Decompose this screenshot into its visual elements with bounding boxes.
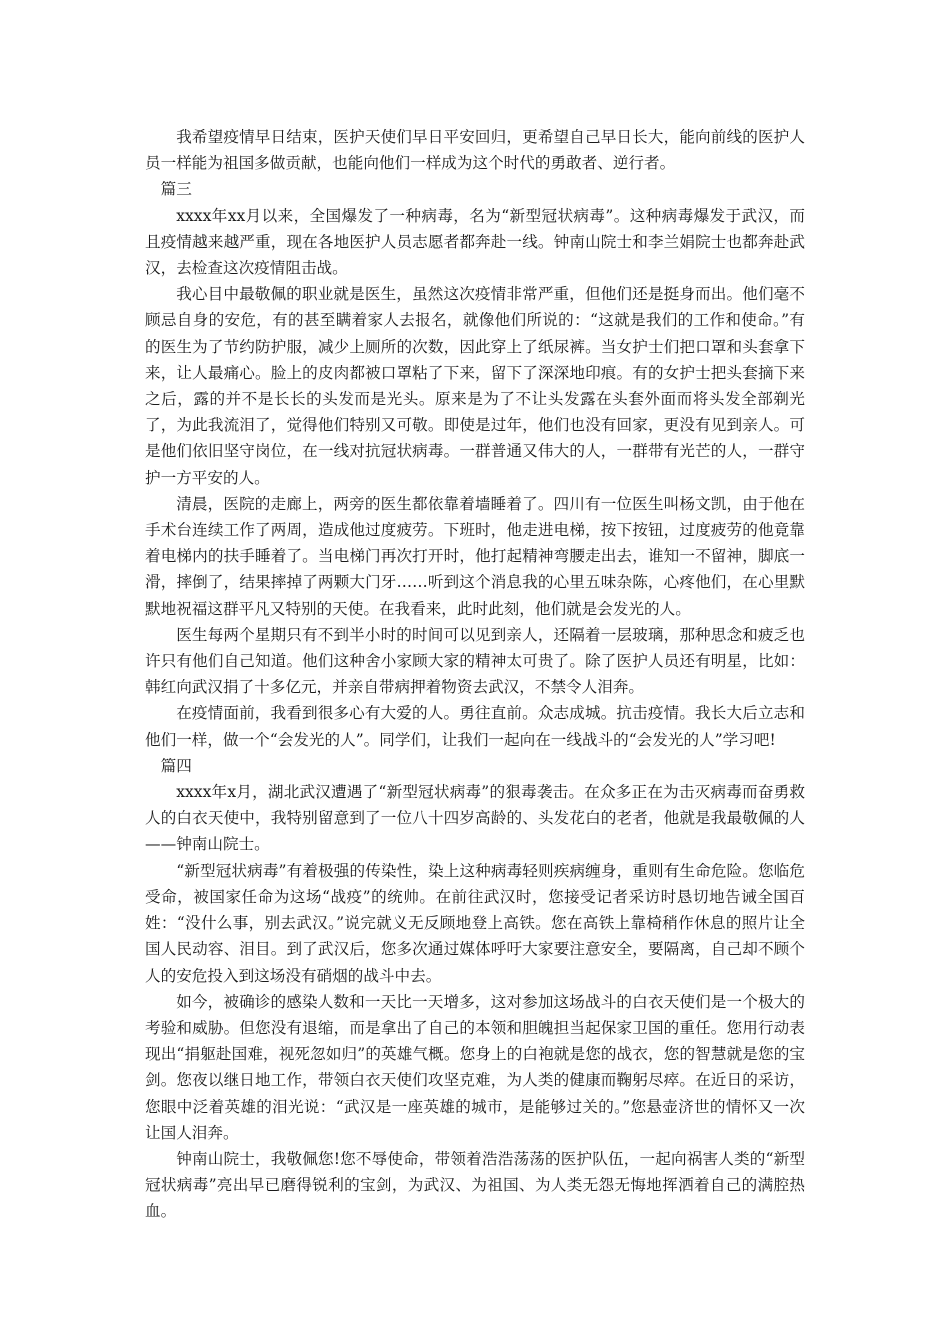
paragraph-1: 我希望疫情早日结束，医护天使们早日平安回归，更希望自己早日长大，能向前线的医护人员一样能为祖国多做贡献，也能向他们一样成为这个时代的勇敢者、逆行者。 xyxy=(145,128,805,173)
paragraph-2: xxxx年xx月以来，全国爆发了一种病毒，名为“新型冠状病毒”。这种病毒爆发于武汉，而且疫情越来越严重，现在各地医护人员志愿者都奔赴一线。钟南山院士和李兰娟院士也都奔赴武汉，去检查这次疫情阻击战。 xyxy=(145,206,805,278)
section-heading-3: 篇三 xyxy=(160,180,192,199)
document-body xyxy=(145,124,805,1225)
paragraph-5: 医生每两个星期只有不到半小时的时间可以见到亲人，还隔着一层玻璃，那种思念和疲乏也许只有他们自己知道。他们这种舍小家顾大家的精神太可贵了。除了医护人员还有明星，比如：韩红向武汉捐了十多亿元，并亲自带病押着物资去武汉，不禁令人泪奔。 xyxy=(145,625,805,697)
paragraph-10: 钟南山院士，我敬佩您!您不辱使命，带领着浩浩荡荡的医护队伍，一起向祸害人类的“新型冠状病毒”亮出早已磨得锐利的宝剑，为武汉、为祖国、为人类无怨无悔地挥洒着自己的满腔热血。 xyxy=(145,1149,805,1221)
paragraph-8: “新型冠状病毒”有着极强的传染性，染上这种病毒轻则疾病缠身，重则有生命危险。您临危受命，被国家任命为这场“战疫”的统帅。在前往武汉时，您接受记者采访时恳切地告诫全国百姓：“没什么事，别去武汉。”说完就义无反顾地登上高铁。您在高铁上靠椅稍作休息的照片让全国人民动容、泪目。到了武汉后，您多次通过媒体呼吁大家要注意安全，要隔离，自己却不顾个人的安危投入到这场没有硝烟的战斗中去。 xyxy=(145,861,805,985)
paragraph-4: 清晨，医院的走廊上，两旁的医生都依靠着墙睡着了。四川有一位医生叫杨文凯，由于他在手术台连续工作了两周，造成他过度疲劳。下班时，他走进电梯，按下按钮，过度疲劳的他竟靠着电梯内的扶手睡着了。当电梯门再次打开时，他打起精神弯腰走出去，谁知一不留神，脚底一滑，摔倒了，结果摔掉了两颗大门牙……听到这个消息我的心里五味杂陈，心疼他们，在心里默默地祝福这群平凡又特别的天使。在我看来，此时此刻，他们就是会发光的人。 xyxy=(145,494,805,618)
paragraph-7: xxxx年x月，湖北武汉遭遇了“新型冠状病毒”的狠毒袭击。在众多正在为击灭病毒而奋勇救人的白衣天使中，我特别留意到了一位八十四岁高龄的、头发花白的老者，他就是我最敬佩的人——钟南山院士。 xyxy=(145,783,805,854)
paragraph-3: 我心目中最敬佩的职业就是医生，虽然这次疫情非常严重，但他们还是挺身而出。他们毫不顾忌自身的安危，有的甚至瞒着家人去报名，就像他们所说的：“这就是我们的工作和使命。”有的医生为了节约防护服，减少上厕所的次数，因此穿上了纸尿裤。当女护士们把口罩和头套拿下来，让人最痛心。脸上的皮肉都被口罩粘了下来，留下了深深地印痕。有的女护士把头套摘下来之后，露的并不是长长的头发而是光头。原来是为了不让头发露在头套外面而将头发全部剃光了，为此我流泪了，觉得他们特别又可敬。即使是过年，他们也没有回家，更没有见到亲人。可是他们依旧坚守岗位，在一线对抗冠状病毒。一群普通又伟大的人，一群带有光芒的人，一群守护一方平安的人。 xyxy=(145,285,805,487)
paragraph-6: 在疫情面前，我看到很多心有大爱的人。勇往直前。众志成城。抗击疫情。我长大后立志和他们一样，做一个“会发光的人”。同学们，让我们一起向在一线战斗的“会发光的人”学习吧! xyxy=(145,704,805,749)
paragraph-9: 如今，被确诊的感染人数和一天比一天增多，这对参加这场战斗的白衣天使们是一个极大的考验和威胁。但您没有退缩，而是拿出了自己的本领和胆魄担当起保家卫国的重任。您用行动表现出“捐躯赴国难，视死忽如归”的英雄气概。您身上的白袍就是您的战衣，您的智慧就是您的宝剑。您夜以继日地工作，带领白衣天使们攻坚克难，为人类的健康而鞠躬尽瘁。在近日的采访，您眼中泛着英雄的泪光说：“武汉是一座英雄的城市，是能够过关的。”您悬壶济世的情怀又一次让国人泪奔。 xyxy=(145,992,805,1142)
section-heading-4: 篇四 xyxy=(160,756,192,775)
